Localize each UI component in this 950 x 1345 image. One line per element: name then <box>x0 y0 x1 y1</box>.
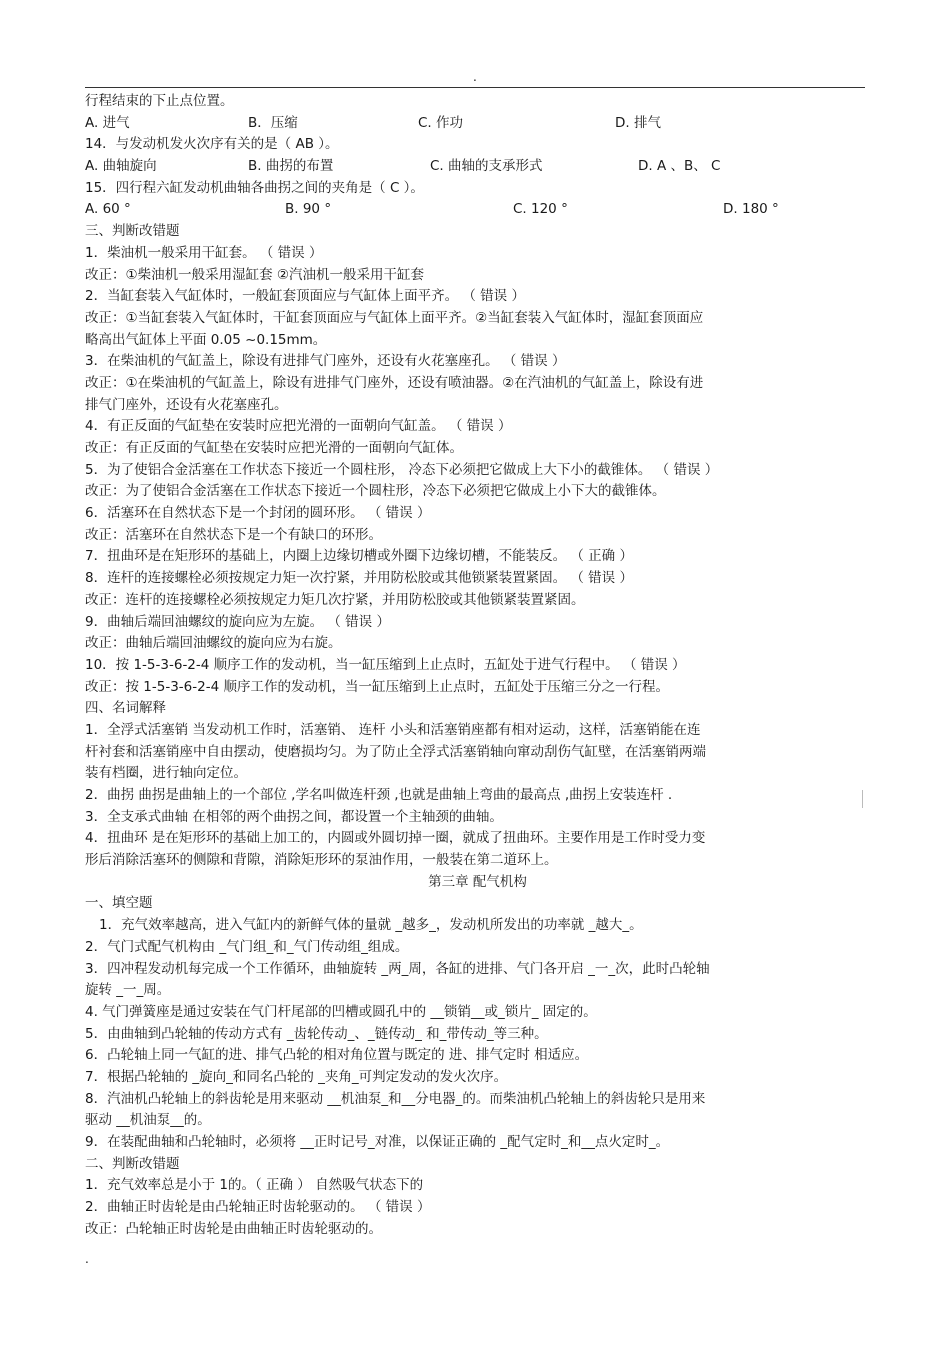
option-d: D. 180 ° <box>723 201 779 218</box>
text-line: 1．充气效率越高，进入气缸内的新鲜气体的量就 _越多_，发动机所发出的功率就 _越大_。 <box>99 917 643 934</box>
text-line: 2．曲拐 曲拐是曲轴上的一个部位 ,学名叫做连杆颈 ,也就是曲轴上弯曲的最高点 ,曲拐上安装连杆 . <box>85 787 673 803</box>
text-line: 15．四行程六缸发动机曲轴各曲拐之间的夹角是（ C ）。 <box>85 179 424 196</box>
section-heading: 二、判断改错题 <box>85 1155 180 1172</box>
text-line: 改正：按 1-5-3-6-2-4 顺序工作的发动机，当一缸压缩到上止点时，五缸处于压缩三分之一行程。 <box>85 678 669 695</box>
text-line: 6．活塞环在自然状态下是一个封闭的圆环形。 （ 错误 ） <box>85 505 431 522</box>
text-line: 杆衬套和活塞销座中自由摆动，使磨损均匀。为了防止全浮式活塞销轴向窜动刮伤气缸壁，在活塞销两端 <box>85 743 706 760</box>
option-b: B. 曲拐的布置 <box>248 158 334 175</box>
text-line: 9．曲轴后端回油螺纹的旋向应为左旋。 （ 错误 ） <box>85 613 390 630</box>
text-line: 3．全支承式曲轴 在相邻的两个曲拐之间，都设置一个主轴颈的曲轴。 <box>85 808 503 825</box>
section-heading: 一、填空题 <box>85 895 153 912</box>
text-line: 1．充气效率总是小于 1的。（ 正确 ） 自然吸气状态下的 <box>85 1177 424 1194</box>
option-d: D. A 、B、 C <box>638 158 721 175</box>
text-line: 14．与发动机发火次序有关的是（ AB ）。 <box>85 136 339 153</box>
option-b: B. 90 ° <box>285 201 332 218</box>
text-line: 4．有正反面的气缸垫在安装时应把光滑的一面朝向气缸盖。 （ 错误 ） <box>85 418 512 435</box>
section-heading: 四、名词解释 <box>85 700 166 717</box>
document-body <box>85 91 870 1240</box>
text-line: 旋转 _一_周。 <box>85 982 171 999</box>
text-line: 排气门座外，还设有火花塞座孔。 <box>85 396 288 413</box>
text-line: 形后消除活塞环的侧隙和背隙，消除矩形环的泵油作用，一般装在第二道环上。 <box>85 852 558 869</box>
text-line: 略高出气缸体上平面 0.05 ~0.15mm。 <box>85 331 327 348</box>
text-line: 7．根据凸轮轴的 _旋向_和同名凸轮的 _夹角_可判定发动的发火次序。 <box>85 1068 508 1085</box>
text-line: 改正：活塞环在自然状态下是一个有缺口的环形。 <box>85 526 382 543</box>
margin-bar <box>862 790 863 808</box>
q15-options <box>85 199 870 221</box>
text-line: 6．凸轮轴上同一气缸的进、排气凸轮的相对角位置与既定的 进、排气定时 相适应。 <box>85 1047 589 1064</box>
text-line: 9．在装配曲轴和凸轮轴时，必须将 __正时记号_对准，以保证正确的 _配气定时_和__点火定时_。 <box>85 1134 670 1150</box>
text-line: 改正：①柴油机一般采用湿缸套 ②汽油机一般采用干缸套 <box>85 266 424 283</box>
text-line: 2．曲轴正时齿轮是由凸轮轴正时齿轮驱动的。 （ 错误 ） <box>85 1199 431 1216</box>
option-b: B．压缩 <box>248 114 298 131</box>
text-line: 行程结束的下止点位置。 <box>85 93 234 109</box>
header-rule <box>85 87 865 88</box>
text-line: 改正：曲轴后端回油螺纹的旋向应为右旋。 <box>85 635 342 652</box>
option-d: D. 排气 <box>615 114 661 131</box>
text-line: 2．当缸套装入气缸体时，一般缸套顶面应与气缸体上面平齐。 （ 错误 ） <box>85 288 525 305</box>
option-a: A. 进气 <box>85 114 130 131</box>
text-line: 1．全浮式活塞销 当发动机工作时，活塞销、 连杆 小头和活塞销座都有相对运动，这样，活塞销能在连 <box>85 721 701 738</box>
header-dot: . <box>473 70 477 84</box>
text-line: 改正：①在柴油机的气缸盖上，除设有进排气门座外，还设有喷油器。②在汽油机的气缸盖上，除设有进 <box>85 374 704 391</box>
text-line: 2．气门式配气机构由 _气门组_和_气门传动组_组成。 <box>85 938 409 955</box>
text-line: 驱动 __机油泵__的。 <box>85 1112 211 1129</box>
text-line: 7．扭曲环是在矩形环的基础上，内圈上边缘切槽或外圈下边缘切槽，不能装反。 （ 正确 ） <box>85 548 633 565</box>
q13-options <box>85 113 870 135</box>
text-line: 改正：为了使铝合金活塞在工作状态下接近一个圆柱形，冷态下必须把它做成上小下大的截锥体。 <box>85 483 666 500</box>
footer-dot: . <box>85 1252 89 1266</box>
text-line: 改正：①当缸套装入气缸体时，干缸套顶面应与气缸体上面平齐。②当缸套装入气缸体时，湿缸套顶面应 <box>85 309 704 326</box>
text-line: 10．按 1-5-3-6-2-4 顺序工作的发动机，当一缸压缩到上止点时，五缸处于进气行程中。 （ 错误 ） <box>85 656 686 673</box>
option-c: C. 120 ° <box>513 201 568 218</box>
option-a: A. 曲轴旋向 <box>85 158 157 175</box>
option-c: C. 作功 <box>418 114 464 131</box>
text-line: 8．汽油机凸轮轴上的斜齿轮是用来驱动 __机油泵_和__分电器_的。而柴油机凸轮轴上的斜齿轮只是用来 <box>85 1090 706 1107</box>
text-line: 改正：凸轮轴正时齿轮是由曲轴正时齿轮驱动的。 <box>85 1220 382 1237</box>
text-line: 5．由曲轴到凸轮轴的传动方式有 _齿轮传动_、_链传动_ 和_带传动_等三种。 <box>85 1025 548 1042</box>
chapter-title: 第三章 配气机构 <box>428 873 527 890</box>
text-line: 改正：连杆的连接螺栓必须按规定力矩几次拧紧，并用防松胶或其他锁紧装置紧固。 <box>85 591 585 608</box>
text-line: 3．在柴油机的气缸盖上，除设有进排气门座外，还设有火花塞座孔。 （ 错误 ） <box>85 353 566 370</box>
text-line: 4. 气门弹簧座是通过安装在气门杆尾部的凹槽或圆孔中的 __锁销__或_锁片_ 固定的。 <box>85 1003 597 1020</box>
section-heading: 三、判断改错题 <box>85 223 180 240</box>
q14-options <box>85 156 870 178</box>
text-line: 3．四冲程发动机每完成一个工作循环，曲轴旋转 _两_周，各缸的进排、气门各开启 _一_次，此时凸轮轴 <box>85 960 710 977</box>
option-c: C. 曲轴的支承形式 <box>430 158 543 175</box>
text-line: 4．扭曲环 是在矩形环的基础上加工的，内圆或外圆切掉一圈，就成了扭曲环。主要作用是工作时受力变 <box>85 830 706 847</box>
text-line: 8．连杆的连接螺栓必须按规定力矩一次拧紧，并用防松胶或其他锁紧装置紧固。 （ 错误 ） <box>85 570 633 587</box>
text-line: 装有档圈，进行轴向定位。 <box>85 765 247 782</box>
text-line: 1．柴油机一般采用干缸套。 （ 错误 ） <box>85 244 323 261</box>
option-a: A. 60 ° <box>85 201 131 218</box>
text-line: 5．为了使铝合金活塞在工作状态下接近一个圆柱形， 冷态下必须把它做成上大下小的截锥体。 （ 错误 ） <box>85 461 719 478</box>
text-line: 改正：有正反面的气缸垫在安装时应把光滑的一面朝向气缸体。 <box>85 440 463 456</box>
